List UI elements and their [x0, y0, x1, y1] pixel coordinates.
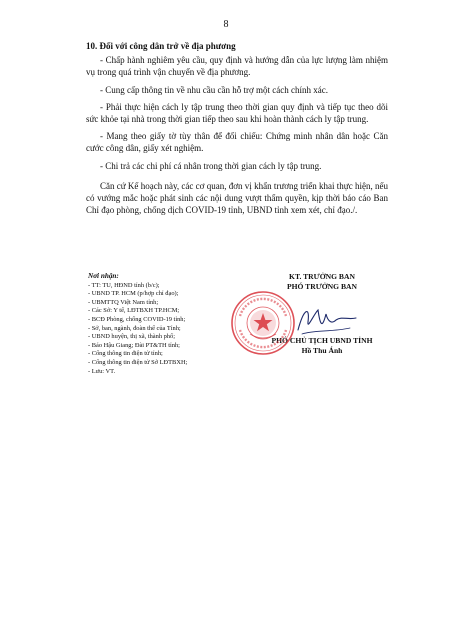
closing-paragraph: Căn cứ Kế hoạch này, các cơ quan, đơn vị khẩn trương triển khai thực hiện, nếu có vướng mắc hoặc phát sinh các nội dung vượt thẩm quyền, kịp thời báo cáo Ban Chỉ đạo phòng, chống dịch COVID-19 tỉnh, UBND tỉnh xem xét, chỉ đạo./.: [86, 180, 388, 216]
recipient-item: - Báo Hậu Giang; Đài PT&TH tỉnh;: [88, 341, 180, 349]
paragraph: - Phải thực hiện cách ly tập trung theo thời gian quy định và tiếp tục theo dõi sức khỏe tại nhà trong thời gian tiếp theo sau khi hoàn thành cách ly tập trung.: [86, 101, 388, 125]
page-number: 8: [223, 19, 229, 30]
signer-name: Hồ Thu Ánh: [301, 346, 343, 355]
official-seal-icon: [230, 290, 296, 356]
recipient-item: - BCĐ Phòng, chống COVID-19 tỉnh;: [88, 315, 186, 323]
recipient-item: - UBND TP. HCM (p/hợp chỉ đạo);: [88, 290, 179, 298]
signer-position: PHÓ CHỦ TỊCH UBND TỈNH: [271, 336, 373, 345]
paragraph: - Mang theo giấy tờ tùy thân để đối chiếu: Chứng minh nhân dân hoặc Căn cước công dân, giấy xét nghiệm.: [86, 131, 388, 154]
paragraph: - Chấp hành nghiêm yêu cầu, quy định và hướng dẫn của lực lượng làm nhiệm vụ trong quá trình vận chuyển về địa phương.: [86, 55, 388, 78]
document-body: [86, 40, 388, 221]
section-title: 10. Đối với công dân trở về địa phương: [86, 41, 236, 51]
handwritten-signature-icon: [292, 300, 362, 340]
recipient-item: - Cổng thông tin điện tử Sở LĐTBXH;: [88, 358, 188, 366]
recipient-item: - Các Sở: Y tế, LĐTBXH TP.HCM;: [88, 307, 180, 315]
signature-subtitle: PHÓ TRƯỞNG BAN: [286, 282, 358, 291]
recipient-item: - TT: TU, HĐND tỉnh (b/c);: [88, 281, 160, 289]
recipients-title: Nơi nhận:: [88, 272, 119, 280]
recipient-item: - Sở, ban, ngành, đoàn thể của Tỉnh;: [88, 324, 181, 332]
recipient-item: - UBND huyện, thị xã, thành phố;: [88, 333, 175, 341]
recipient-item: - Cổng thông tin điện tử tỉnh;: [88, 350, 163, 358]
paragraph: - Cung cấp thông tin về nhu cầu cần hỗ trợ một cách chính xác.: [100, 84, 328, 95]
recipients-list: [88, 282, 248, 377]
paragraph: - Chi trả các chi phí cá nhân trong thời gian cách ly tập trung.: [100, 160, 322, 171]
signature-block: [248, 272, 396, 355]
recipient-item: - UBMTTQ Việt Nam tỉnh;: [88, 298, 159, 306]
recipient-item: - Lưu: VT.: [88, 367, 116, 375]
signature-title: KT. TRƯỞNG BAN: [289, 272, 355, 281]
recipients-block: [88, 272, 248, 376]
